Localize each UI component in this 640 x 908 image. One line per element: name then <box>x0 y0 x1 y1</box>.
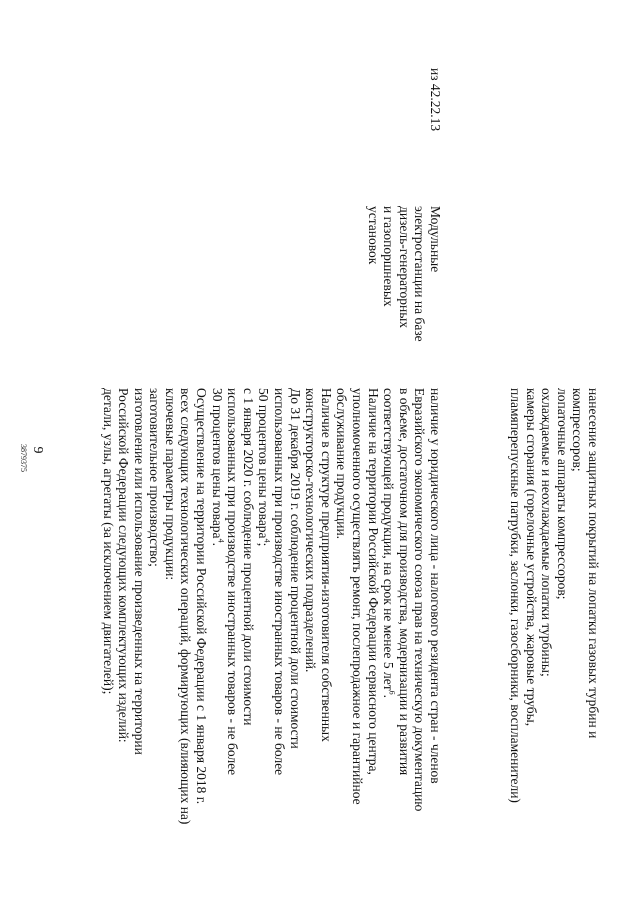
page-number: 9 <box>30 446 45 454</box>
footnote-mark: 6 <box>387 690 397 695</box>
text-line: обслуживание продукции. <box>334 388 350 540</box>
text-line: До 31 декабря 2019 г. соблюдение процентной доли стоимости <box>287 388 303 749</box>
text-line: уполномоченного осуществлять ремонт, послепродажное и гарантийное <box>350 388 366 805</box>
text-line: использованных при производстве иностранных товаров - не более <box>225 388 241 776</box>
product-name-cell <box>365 206 443 381</box>
text-line: нанесение защитных покрытий на лопатки газовых турбин и <box>586 388 601 739</box>
text-line: конструкторско-технологических подразделений. <box>303 388 319 673</box>
text-line: лопаточные аппараты компрессоров; <box>554 388 570 600</box>
text-line: изготовление или использование произведенных на территории <box>131 388 147 755</box>
text-line: Российской Федерации следующих комплектующих изделий: <box>116 388 132 743</box>
text-line: заготовительное производство; <box>147 388 163 567</box>
text-line: наличие у юридического лица - налогового резидента стран - членов <box>428 388 443 784</box>
text-line: Евразийского экономического союза прав на техническую документацию <box>412 388 428 812</box>
text-line: и газопоршневых <box>381 206 397 307</box>
continuation-cell <box>507 388 601 908</box>
text-line: охлаждаемые и неохлаждаемые лопатки турбины; <box>539 388 555 677</box>
text-line: Наличие на территории Российской Федерации сервисного центра, <box>365 388 381 775</box>
text-line: Наличие в структуре предприятия-изготовителя собственных <box>318 388 334 742</box>
text-line: пламяперепускные патрубки, заслонки, газосборники, воспламенители) <box>508 388 524 803</box>
text-line: компрессоров; <box>570 388 586 472</box>
text-line: 30 процентов цены товара$^4$. <box>209 388 226 546</box>
text-line: установок <box>365 206 381 265</box>
okpd-code-cell: из 42.22.13 <box>428 68 443 132</box>
text-line: Модульные <box>428 206 443 273</box>
text-line: всех следующих технологических операций, формирующих (влияющих на) <box>178 388 194 825</box>
text-line: с 1 января 2020 г. соблюдение процентной доли стоимости <box>240 388 256 726</box>
text-line: электростанции на базе <box>412 206 428 342</box>
footnote-mark: 4 <box>262 538 272 543</box>
requirements-cell <box>100 388 443 908</box>
text-line: Осуществление на территории Российской Федерации с 1 января 2018 г. <box>194 388 210 805</box>
text-line: ключевые параметры продукции: <box>162 388 178 581</box>
text-line: соответствующей продукции, на срок не менее 5 лет$^6$. <box>381 388 397 698</box>
footnote-mark: 4 <box>216 538 226 543</box>
side-document-number: 3879375 <box>19 444 28 472</box>
text-line: 50 процентов цены товара$^4$; <box>256 388 272 547</box>
text-line: дизель-генераторных <box>396 206 412 329</box>
text-line: использованных при производстве иностранных товаров - не более <box>272 388 288 776</box>
text-line: в объеме, достаточном для производства, модернизации и развития <box>396 388 412 776</box>
text-line: детали, узлы, агрегаты (за исключением двигателей); <box>100 388 116 695</box>
text-line: камеры сгорания (горелочные устройства, жаровые трубы, <box>523 388 539 727</box>
